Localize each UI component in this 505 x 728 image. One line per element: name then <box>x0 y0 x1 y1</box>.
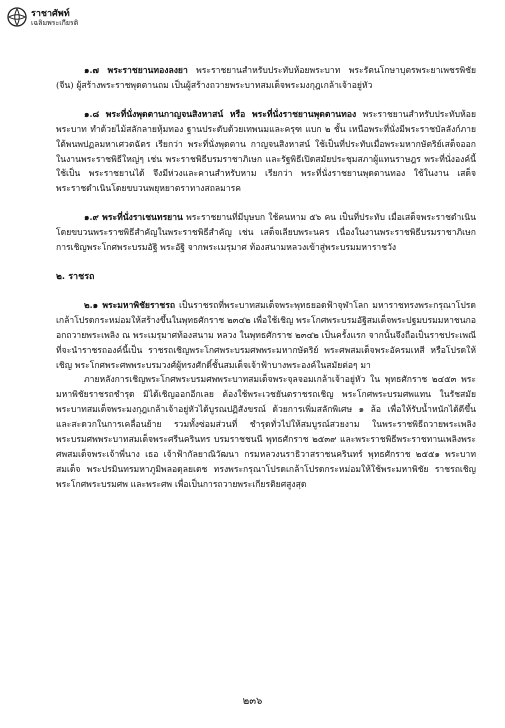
section-2-heading: ๒. ราชรถ <box>56 271 95 282</box>
section-text: พระราชยานที่มีบุษบก ใช้คนหาม ๕๖ คน เป็นที่ประทับ เมื่อเสด็จพระราชดำเนินโดยขบวนพระราชพิธีสำคัญในพระราชพิธีสำคัญ เช่น เสด็จเลียบพระนคร เนื่องในงานพระราชพิธีบรมราชาภิเษก การเชิญพระโกศพระบรมอัฐิ พระอัฐิ จากพระเมรุมาศ ท้องสนามหลวงเข้าสู่พระบรมมหาราชวัง <box>56 213 476 254</box>
section-heading: ๑.๘ พระที่นั่งพุดตานกาญจนสิงหาสน์ หรือ พระที่นั่งราชยานพุดตานทอง <box>84 109 357 120</box>
section-heading: ๑.๙ พระที่นั่งราเชนทรยาน <box>84 213 183 224</box>
section-1-8 <box>56 108 476 197</box>
header <box>6 6 96 30</box>
section-text: พระราชยานสำหรับประทับห้อยพระบาท พระรัตนโกษาบุตรพระยาเพชรพิชัย (จีน) ผู้สร้างพระราชพุดตานถม เป็นผู้สร้างถวายพระบาทสมเด็จพระมงกุฎเกล้าเจ้าอยู่หัว <box>56 66 476 91</box>
document-body <box>56 64 476 493</box>
section-2-1-continued: ภายหลังการเชิญพระโกศพระบรมศพพระบาทสมเด็จพระจุลจอมเกล้าเจ้าอยู่หัว ใน พุทธศักราช ๒๔๕๓ พระมหาพิชัยราชรถชำรุด มิได้เชิญออกอีกเลย ต้องใช้พระเวชยันตราชรถเชิญ พระโกศพระบรมศพแทน ในรัชสมัยพระบาทสมเด็จพระมงกุฎเกล้าเจ้าอยู่หัวได้บูรณปฏิสังขรณ์ ด้วยการเพิ่มสลักพิเศษ ๑ ล้อ เพื่อให้รับน้ำหนักได้ดีขึ้นและสะดวกในการเคลื่อนย้าย รวมทั้งซ่อมส่วนที่ ชำรุดทั่วไปให้สมบูรณ์สวยงาม ในพระราชพิธีถวายพระเพลิงพระบรมศพพระบาทสมเด็จพระศรีนครินทร บรมราชชนนี พุทธศักราช ๒๕๓๙ และพระราชพิธีพระราชทานเพลิงพระศพสมเด็จพระเจ้าพี่นาง เธอ เจ้าฟ้ากัลยาณิวัฒนา กรมหลวงนราธิวาสราชนครินทร์ พุทธศักราช ๒๕๕๑ พระบาทสมเด็จ พระปรมินทรมหาภูมิพลอดุลยเดช ทรงพระกรุณาโปรดเกล้าโปรดกระหม่อมให้ใช้พระมหาพิชัย ราชรถเชิญพระโกศพระบรมศพ และพระศพ เพื่อเป็นการถวายพระเกียรติยศสูงสุด <box>56 375 476 490</box>
brand-title: ราชาศัพท์ <box>31 9 70 19</box>
section-1-7 <box>56 64 476 94</box>
section-text: พระราชยานสำหรับประทับห้อยพระบาท ทำด้วยไม้สลักลายหุ้มทอง ฐานประดับด้วยเทพนมและครุฑ แบก ๒ ชั้น เหนือพระที่นั่งมีพระราชบัลลังก์ภายใต้พนพปฏลมหาเศวตฉัตร เรียกว่า พระที่นั่งพุดตาน กาญจนสิงหาสน์ ใช้เป็นที่ประทับเมื่อพระมหากษัตริย์เสด็จออกในงานพระราชพิธีใหญ่ๆ เช่น พระราชพิธีบรมราชาภิเษก และรัฐพิธีเปิดสมัยประชุมสภาผู้แทนราษฎร พระที่นั่งองค์นี้ใช้เป็น พระราชยานได้ จึงมีห่วงและคานสำหรับหาม เรียกว่า พระที่นั่งราชยานพุดตานทอง ใช้ในงาน เสด็จพระราชดำเนินโดยขบวนพยุหยาตราทางสถลมารค <box>56 109 476 195</box>
emblem-icon <box>6 6 28 28</box>
section-1-9 <box>56 211 476 256</box>
brand-subtitle: เฉลิมพระเกียรติ <box>31 19 79 27</box>
section-text: เป็นราชรถที่พระบาทสมเด็จพระพุทธยอดฟ้าจุฬาโลก มหาราชทรงพระกรุณาโปรดเกล้าโปรดกระหม่อมให้สร้างขึ้นในพุทธศักราช ๒๓๔๒ เพื่อใช้เชิญ พระโกศพระบรมอัฐิสมเด็จพระปฐมบรมมหาชนกออกถวายพระเพลิง ณ พระเมรุมาศท้องสนาม หลวง ในพุทธศักราช ๒๓๔๒ เป็นครั้งแรก จากนั้นจึงถือเป็นราชประเพณีที่จะนำราชรถองค์นี้เป็น ราชรถเชิญพระโกศพระบรมศพพระมหากษัตริย์ พระศพสมเด็จพระอัครมเหสี หรือโปรดให้เชิญ พระโกศพระศพพระบรมวงศ์ผู้ทรงศักดิ์ชั้นสมเด็จเจ้าฟ้าบางพระองค์ในสมัยต่อๆ มา <box>56 300 476 371</box>
section-heading: ๒.๑ พระมหาพิชัยราชรถ <box>84 300 176 311</box>
page-number: ๒๓๖ <box>242 696 263 707</box>
section-2-1 <box>56 299 476 374</box>
section-heading: ๑.๗ พระราชยานทองลงยา <box>84 66 188 76</box>
